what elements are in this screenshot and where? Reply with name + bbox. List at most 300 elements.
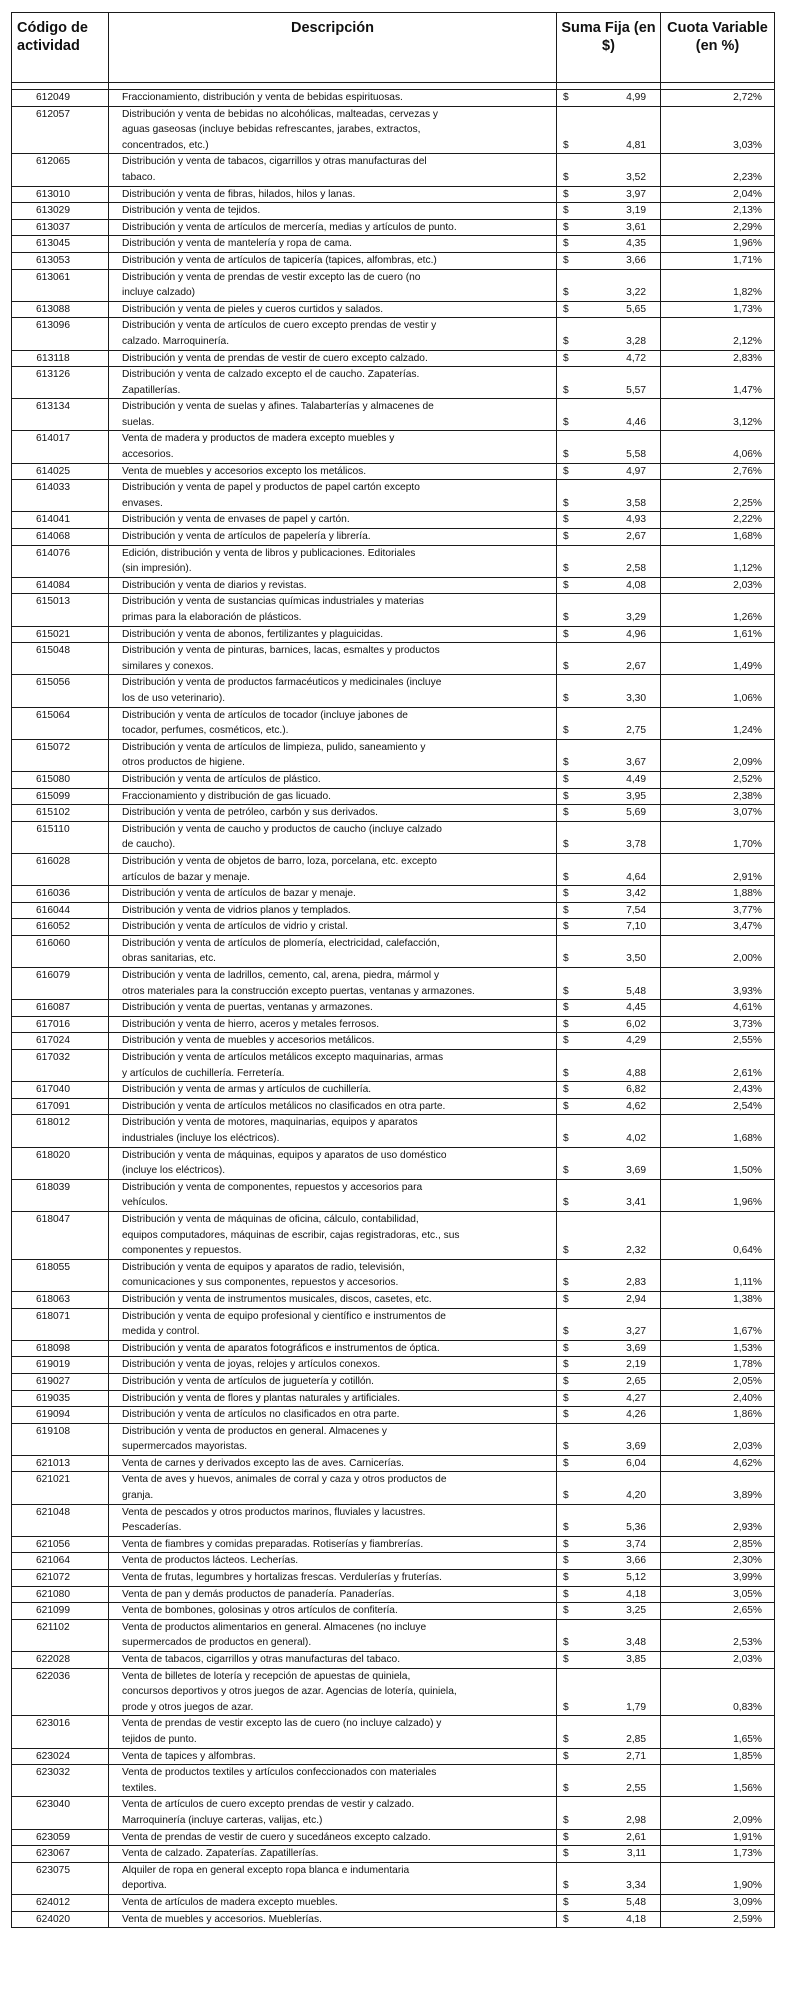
fixed-amount-cell xyxy=(557,186,661,203)
table-row xyxy=(12,902,775,919)
activity-code-cell: 613037 xyxy=(12,219,109,236)
fixed-amount-cell xyxy=(557,1619,661,1651)
fixed-amount-value: 3,28 xyxy=(626,335,646,347)
fixed-amount-cell xyxy=(557,1894,661,1911)
variable-rate-cell: 3,47% xyxy=(661,919,775,936)
fixed-amount-value: 3,61 xyxy=(626,221,646,233)
activity-code-cell: 614017 xyxy=(12,431,109,463)
description-cell xyxy=(109,1115,557,1147)
fixed-amount-value: 3,58 xyxy=(626,497,646,509)
currency-symbol: $ xyxy=(563,1018,569,1030)
variable-rate-cell: 1,50% xyxy=(661,1147,775,1179)
description-cell xyxy=(109,968,557,1000)
fixed-amount-value: 3,48 xyxy=(626,1637,646,1649)
description-cell xyxy=(109,1407,557,1424)
fixed-amount-value: 4,97 xyxy=(626,465,646,477)
variable-rate-cell: 4,61% xyxy=(661,1000,775,1017)
variable-rate-cell: 2,65% xyxy=(661,1603,775,1620)
activity-code-cell: 618047 xyxy=(12,1211,109,1259)
variable-rate-cell: 2,61% xyxy=(661,1050,775,1082)
variable-rate-cell: 3,07% xyxy=(661,805,775,822)
activity-code-cell: 613088 xyxy=(12,301,109,318)
activity-code-cell: 616060 xyxy=(12,935,109,967)
description-cell xyxy=(109,577,557,594)
activity-code-cell: 621080 xyxy=(12,1586,109,1603)
activity-code-cell: 615110 xyxy=(12,821,109,853)
fixed-amount-cell xyxy=(557,675,661,707)
currency-symbol: $ xyxy=(563,1814,569,1826)
activity-code-cell: 615056 xyxy=(12,675,109,707)
description-cell xyxy=(109,1862,557,1894)
description-line: Venta de carnes y derivados excepto las de aves. Carnicerías. xyxy=(122,1457,405,1469)
fixed-amount-value: 2,75 xyxy=(626,725,646,737)
fixed-amount-value: 2,65 xyxy=(626,1375,646,1387)
table-row xyxy=(12,1357,775,1374)
currency-symbol: $ xyxy=(563,1605,569,1617)
description-line: Distribución y venta de artículos metálicos no clasificados en otra parte. xyxy=(122,1100,446,1112)
variable-rate-cell: 1,85% xyxy=(661,1748,775,1765)
variable-rate-cell: 1,71% xyxy=(661,252,775,269)
fixed-amount-cell xyxy=(557,935,661,967)
activity-code-cell: 613045 xyxy=(12,236,109,253)
variable-rate-cell: 3,12% xyxy=(661,399,775,431)
currency-symbol: $ xyxy=(563,1133,569,1144)
variable-rate-cell: 2,72% xyxy=(661,90,775,107)
activity-code-cell: 613118 xyxy=(12,350,109,367)
description-line: Distribución y venta de muebles y accesorios metálicos. xyxy=(122,1035,375,1047)
variable-rate-cell: 2,25% xyxy=(661,480,775,512)
table-row xyxy=(12,626,775,643)
activity-code-cell: 618020 xyxy=(12,1147,109,1179)
currency-symbol: $ xyxy=(563,612,569,623)
description-cell xyxy=(109,301,557,318)
currency-symbol: $ xyxy=(563,1637,569,1649)
fixed-amount-cell xyxy=(557,1911,661,1928)
description-line: Fraccionamiento y distribución de gas licuado. xyxy=(122,790,331,802)
currency-symbol: $ xyxy=(563,384,569,396)
activity-code-cell: 619027 xyxy=(12,1373,109,1390)
description-cell xyxy=(109,886,557,903)
fixed-amount-value: 4,35 xyxy=(626,238,646,250)
fixed-amount-value: 6,82 xyxy=(626,1084,646,1096)
activity-code-cell: 615048 xyxy=(12,643,109,675)
fixed-amount-value: 3,95 xyxy=(626,790,646,802)
activity-code-cell: 617016 xyxy=(12,1016,109,1033)
table-row xyxy=(12,1115,775,1147)
description-cell xyxy=(109,1652,557,1669)
description-line: Venta de tapices y alfombras. xyxy=(122,1750,256,1762)
description-line: Distribución y venta de objetos de barro, loza, porcelana, etc. excepto xyxy=(122,855,437,867)
fixed-amount-cell xyxy=(557,1211,661,1259)
description-cell xyxy=(109,399,557,431)
fixed-amount-value: 4,18 xyxy=(626,1913,646,1925)
variable-rate-cell: 0,83% xyxy=(661,1668,775,1716)
description-line: Venta de artículos de cuero excepto prendas de vestir y calzado. xyxy=(122,1799,415,1811)
description-cell xyxy=(109,1390,557,1407)
currency-symbol: $ xyxy=(563,497,569,509)
description-line: incluye calzado) xyxy=(122,287,196,299)
fixed-amount-cell xyxy=(557,154,661,186)
fixed-amount-value: 5,69 xyxy=(626,807,646,819)
activity-code-cell: 614084 xyxy=(12,577,109,594)
table-row xyxy=(12,805,775,822)
variable-rate-cell: 2,52% xyxy=(661,771,775,788)
activity-code-cell: 615064 xyxy=(12,707,109,739)
variable-rate-cell: 1,86% xyxy=(661,1407,775,1424)
activity-code-cell: 617024 xyxy=(12,1033,109,1050)
fixed-amount-cell xyxy=(557,1147,661,1179)
variable-rate-cell: 1,61% xyxy=(661,626,775,643)
description-line: Distribución y venta de artículos de plomería, electricidad, calefacción, xyxy=(122,937,440,949)
description-cell xyxy=(109,853,557,885)
description-line: Alquiler de ropa en general excepto ropa blanca e indumentaria xyxy=(122,1864,410,1876)
variable-rate-cell: 1,68% xyxy=(661,529,775,546)
description-line: Distribución y venta de artículos de limpieza, pulido, saneamiento y xyxy=(122,741,426,753)
activity-code-cell: 615013 xyxy=(12,594,109,626)
activity-code-cell: 619019 xyxy=(12,1357,109,1374)
description-line: Venta de prendas de vestir de cuero y sucedáneos excepto calzado. xyxy=(122,1831,431,1843)
activity-rates-sheet xyxy=(11,12,774,1928)
description-cell xyxy=(109,1748,557,1765)
activity-code-cell: 614025 xyxy=(12,463,109,480)
description-cell xyxy=(109,1357,557,1374)
fixed-amount-cell xyxy=(557,90,661,107)
variable-rate-cell: 2,05% xyxy=(661,1373,775,1390)
activity-code-cell: 613096 xyxy=(12,318,109,350)
table-row xyxy=(12,1716,775,1748)
currency-symbol: $ xyxy=(563,92,569,103)
activity-code-cell: 613029 xyxy=(12,203,109,220)
table-row xyxy=(12,203,775,220)
fixed-amount-cell xyxy=(557,1291,661,1308)
description-line: Zapatillerías. xyxy=(122,384,181,396)
description-line: Distribución y venta de artículos no clasificados en otra parte. xyxy=(122,1409,400,1421)
fixed-amount-cell xyxy=(557,594,661,626)
currency-symbol: $ xyxy=(563,416,569,428)
fixed-amount-cell xyxy=(557,1829,661,1846)
variable-rate-cell: 1,12% xyxy=(661,545,775,577)
table-row xyxy=(12,252,775,269)
currency-symbol: $ xyxy=(563,188,569,200)
description-line: aguas gaseosas (incluye bebidas refrescantes, jarabes, extractos, xyxy=(122,124,421,136)
currency-symbol: $ xyxy=(563,1848,569,1860)
description-line: obras sanitarias, etc. xyxy=(122,953,216,965)
activity-code-cell: 621021 xyxy=(12,1472,109,1504)
fixed-amount-value: 2,71 xyxy=(626,1750,646,1762)
activity-code-cell: 618071 xyxy=(12,1308,109,1340)
variable-rate-cell: 4,06% xyxy=(661,431,775,463)
fixed-amount-cell xyxy=(557,1357,661,1374)
fixed-amount-cell xyxy=(557,1373,661,1390)
fixed-amount-cell xyxy=(557,902,661,919)
variable-rate-cell: 3,99% xyxy=(661,1570,775,1587)
table-row xyxy=(12,1846,775,1863)
description-line: Distribución y venta de máquinas, equipos y aparatos de uso doméstico xyxy=(122,1149,447,1161)
fixed-amount-value: 2,32 xyxy=(626,1245,646,1257)
activity-code-cell: 616052 xyxy=(12,919,109,936)
description-line: Distribución y venta de equipos y aparatos de radio, televisión, xyxy=(122,1261,405,1273)
spacer-row xyxy=(12,83,775,90)
fixed-amount-cell xyxy=(557,1098,661,1115)
variable-rate-cell: 3,89% xyxy=(661,1472,775,1504)
description-cell xyxy=(109,154,557,186)
description-line: deportiva. xyxy=(122,1880,167,1892)
fixed-amount-value: 3,29 xyxy=(626,612,646,623)
fixed-amount-value: 3,66 xyxy=(626,254,646,266)
fixed-amount-value: 3,25 xyxy=(626,1605,646,1617)
description-cell xyxy=(109,805,557,822)
variable-rate-cell: 2,09% xyxy=(661,739,775,771)
currency-symbol: $ xyxy=(563,303,569,315)
fixed-amount-cell xyxy=(557,252,661,269)
fixed-amount-cell xyxy=(557,106,661,154)
description-cell xyxy=(109,1082,557,1099)
fixed-amount-cell xyxy=(557,968,661,1000)
currency-symbol: $ xyxy=(563,1375,569,1387)
table-row xyxy=(12,1455,775,1472)
description-line: (sin impresión). xyxy=(122,563,192,575)
description-cell xyxy=(109,919,557,936)
currency-symbol: $ xyxy=(563,904,569,916)
fixed-amount-cell xyxy=(557,1504,661,1536)
variable-rate-cell: 1,78% xyxy=(661,1357,775,1374)
currency-symbol: $ xyxy=(563,1293,569,1305)
table-row xyxy=(12,350,775,367)
currency-symbol: $ xyxy=(563,1880,569,1892)
fixed-amount-value: 4,64 xyxy=(626,871,646,883)
table-row xyxy=(12,1668,775,1716)
variable-rate-cell: 1,96% xyxy=(661,236,775,253)
table-row xyxy=(12,106,775,154)
variable-rate-cell: 2,91% xyxy=(661,853,775,885)
fixed-amount-cell xyxy=(557,821,661,853)
activity-code-cell: 623067 xyxy=(12,1846,109,1863)
activity-code-cell: 615080 xyxy=(12,771,109,788)
activity-code-cell: 615021 xyxy=(12,626,109,643)
table-row xyxy=(12,1829,775,1846)
fixed-amount-value: 3,67 xyxy=(626,757,646,769)
description-line: similares y conexos. xyxy=(122,660,214,672)
description-line: Distribución y venta de diarios y revistas. xyxy=(122,579,307,591)
description-line: Venta de productos textiles y artículos confeccionados con materiales xyxy=(122,1767,437,1779)
activity-code-cell: 621064 xyxy=(12,1553,109,1570)
currency-symbol: $ xyxy=(563,1750,569,1762)
description-line: Venta de muebles y accesorios. Mueblerías. xyxy=(122,1913,322,1925)
fixed-amount-value: 2,67 xyxy=(626,660,646,672)
currency-symbol: $ xyxy=(563,773,569,785)
fixed-amount-value: 3,85 xyxy=(626,1654,646,1665)
description-line: Distribución y venta de suelas y afines. Talabarterías y almacenes de xyxy=(122,401,434,413)
description-line: Venta de muebles y accesorios excepto los metálicos. xyxy=(122,465,367,477)
fixed-amount-cell xyxy=(557,577,661,594)
currency-symbol: $ xyxy=(563,1913,569,1925)
description-cell xyxy=(109,463,557,480)
fixed-amount-cell xyxy=(557,512,661,529)
currency-symbol: $ xyxy=(563,1490,569,1502)
variable-rate-cell: 3,09% xyxy=(661,1894,775,1911)
currency-symbol: $ xyxy=(563,1197,569,1209)
description-line: comunicaciones y sus componentes, repuestos y accesorios. xyxy=(122,1277,399,1289)
table-row xyxy=(12,545,775,577)
table-row xyxy=(12,1765,775,1797)
description-line: Venta de productos lácteos. Lecherías. xyxy=(122,1555,299,1567)
fixed-amount-value: 3,52 xyxy=(626,171,646,183)
description-line: Distribución y venta de ladrillos, cemento, cal, arena, piedra, mármol y xyxy=(122,970,440,982)
activity-code-cell: 621072 xyxy=(12,1570,109,1587)
currency-symbol: $ xyxy=(563,1588,569,1600)
fixed-amount-value: 2,98 xyxy=(626,1814,646,1826)
fixed-amount-cell xyxy=(557,318,661,350)
variable-rate-cell: 3,03% xyxy=(661,106,775,154)
table-row xyxy=(12,154,775,186)
fixed-amount-value: 4,49 xyxy=(626,773,646,785)
description-cell xyxy=(109,788,557,805)
description-line: concentrados, etc.) xyxy=(122,139,209,151)
description-cell xyxy=(109,1016,557,1033)
description-line: industriales (incluye los eléctricos). xyxy=(122,1133,280,1144)
activity-code-cell: 619035 xyxy=(12,1390,109,1407)
description-cell xyxy=(109,1033,557,1050)
variable-rate-cell: 2,55% xyxy=(661,1033,775,1050)
description-cell xyxy=(109,821,557,853)
fixed-amount-value: 5,58 xyxy=(626,449,646,461)
currency-symbol: $ xyxy=(563,1457,569,1469)
activity-code-cell: 613053 xyxy=(12,252,109,269)
fixed-amount-value: 4,72 xyxy=(626,352,646,364)
fixed-amount-cell xyxy=(557,1586,661,1603)
variable-rate-cell: 2,00% xyxy=(661,935,775,967)
fixed-amount-value: 4,93 xyxy=(626,514,646,526)
fixed-amount-value: 4,27 xyxy=(626,1392,646,1404)
description-line: Distribución y venta de equipo profesional y científico e instrumentos de xyxy=(122,1310,446,1322)
description-cell xyxy=(109,236,557,253)
currency-symbol: $ xyxy=(563,531,569,543)
description-line: Distribución y venta de productos farmacéuticos y medicinales (incluye xyxy=(122,677,442,689)
description-line: Distribución y venta de hierro, aceros y metales ferrosos. xyxy=(122,1018,380,1030)
description-cell xyxy=(109,1098,557,1115)
fixed-amount-cell xyxy=(557,739,661,771)
fixed-amount-cell xyxy=(557,399,661,431)
description-line: Marroquinería (incluye carteras, valijas, etc.) xyxy=(122,1814,323,1826)
variable-rate-cell: 1,65% xyxy=(661,1716,775,1748)
description-line: Venta de aves y huevos, animales de corral y caza y otros productos de xyxy=(122,1474,447,1486)
table-header-row xyxy=(12,13,775,83)
description-line: Venta de tabacos, cigarrillos y otras manufacturas del tabaco. xyxy=(122,1654,401,1665)
table-row xyxy=(12,1211,775,1259)
variable-rate-cell: 2,40% xyxy=(661,1390,775,1407)
activity-code-cell: 623040 xyxy=(12,1797,109,1829)
description-line: primas para la elaboración de plásticos. xyxy=(122,612,302,623)
table-row xyxy=(12,1308,775,1340)
currency-symbol: $ xyxy=(563,1392,569,1404)
description-line: componentes y repuestos. xyxy=(122,1245,242,1257)
description-line: artículos de bazar y menaje. xyxy=(122,871,250,883)
currency-symbol: $ xyxy=(563,1896,569,1908)
fixed-amount-value: 4,46 xyxy=(626,416,646,428)
fixed-amount-cell xyxy=(557,1797,661,1829)
description-line: Distribución y venta de artículos de mercería, medias y artículos de punto. xyxy=(122,221,457,233)
currency-symbol: $ xyxy=(563,335,569,347)
variable-rate-cell: 1,47% xyxy=(661,367,775,399)
description-cell xyxy=(109,203,557,220)
fixed-amount-value: 2,61 xyxy=(626,1831,646,1843)
fixed-amount-value: 3,41 xyxy=(626,1197,646,1209)
currency-symbol: $ xyxy=(563,757,569,769)
variable-rate-cell: 1,06% xyxy=(661,675,775,707)
description-cell xyxy=(109,1455,557,1472)
description-line: Distribución y venta de artículos de vidrio y cristal. xyxy=(122,921,348,933)
description-line: Distribución y venta de instrumentos musicales, discos, casetes, etc. xyxy=(122,1293,432,1305)
currency-symbol: $ xyxy=(563,1245,569,1257)
description-cell xyxy=(109,1553,557,1570)
fixed-amount-cell xyxy=(557,1603,661,1620)
activity-code-cell: 612049 xyxy=(12,90,109,107)
variable-rate-cell: 2,12% xyxy=(661,318,775,350)
table-row xyxy=(12,1147,775,1179)
activity-code-cell: 622036 xyxy=(12,1668,109,1716)
fixed-amount-cell xyxy=(557,1716,661,1748)
fixed-amount-value: 3,11 xyxy=(626,1848,646,1860)
currency-symbol: $ xyxy=(563,1701,569,1713)
table-row xyxy=(12,367,775,399)
table-row xyxy=(12,1259,775,1291)
description-cell xyxy=(109,350,557,367)
table-row xyxy=(12,707,775,739)
variable-rate-cell: 1,88% xyxy=(661,886,775,903)
table-row xyxy=(12,1894,775,1911)
variable-rate-cell: 2,85% xyxy=(661,1536,775,1553)
currency-symbol: $ xyxy=(563,449,569,461)
table-row xyxy=(12,788,775,805)
description-line: Venta de artículos de madera excepto muebles. xyxy=(122,1896,338,1908)
currency-symbol: $ xyxy=(563,1522,569,1534)
activity-code-cell: 623075 xyxy=(12,1862,109,1894)
fixed-amount-value: 4,29 xyxy=(626,1035,646,1047)
fixed-amount-value: 1,79 xyxy=(626,1701,646,1713)
description-cell xyxy=(109,643,557,675)
description-line: Venta de billetes de lotería y recepción de apuestas de quiniela, xyxy=(122,1670,411,1682)
activity-code-cell: 612065 xyxy=(12,154,109,186)
fixed-amount-value: 2,67 xyxy=(626,531,646,543)
description-cell xyxy=(109,1472,557,1504)
activity-code-cell: 618098 xyxy=(12,1340,109,1357)
description-line: tabaco. xyxy=(122,171,156,183)
description-line: granja. xyxy=(122,1490,154,1502)
currency-symbol: $ xyxy=(563,1782,569,1794)
description-cell xyxy=(109,1846,557,1863)
description-line: Distribución y venta de mantelería y ropa de cama. xyxy=(122,238,352,250)
fixed-amount-value: 4,20 xyxy=(626,1490,646,1502)
table-row xyxy=(12,853,775,885)
table-row xyxy=(12,1098,775,1115)
description-cell xyxy=(109,1894,557,1911)
table-row xyxy=(12,968,775,1000)
currency-symbol: $ xyxy=(563,839,569,851)
fixed-amount-value: 3,42 xyxy=(626,888,646,900)
activity-code-cell: 614068 xyxy=(12,529,109,546)
description-cell xyxy=(109,431,557,463)
table-row xyxy=(12,1652,775,1669)
activity-code-cell: 613126 xyxy=(12,367,109,399)
description-cell xyxy=(109,1373,557,1390)
currency-symbol: $ xyxy=(563,888,569,900)
description-line: Distribución y venta de bebidas no alcohólicas, malteadas, cervezas y xyxy=(122,108,438,120)
variable-rate-cell: 1,26% xyxy=(661,594,775,626)
description-line: Distribución y venta de productos en general. Almacenes y xyxy=(122,1425,388,1437)
variable-rate-cell: 2,13% xyxy=(661,203,775,220)
fixed-amount-cell xyxy=(557,1536,661,1553)
fixed-amount-value: 3,30 xyxy=(626,692,646,704)
